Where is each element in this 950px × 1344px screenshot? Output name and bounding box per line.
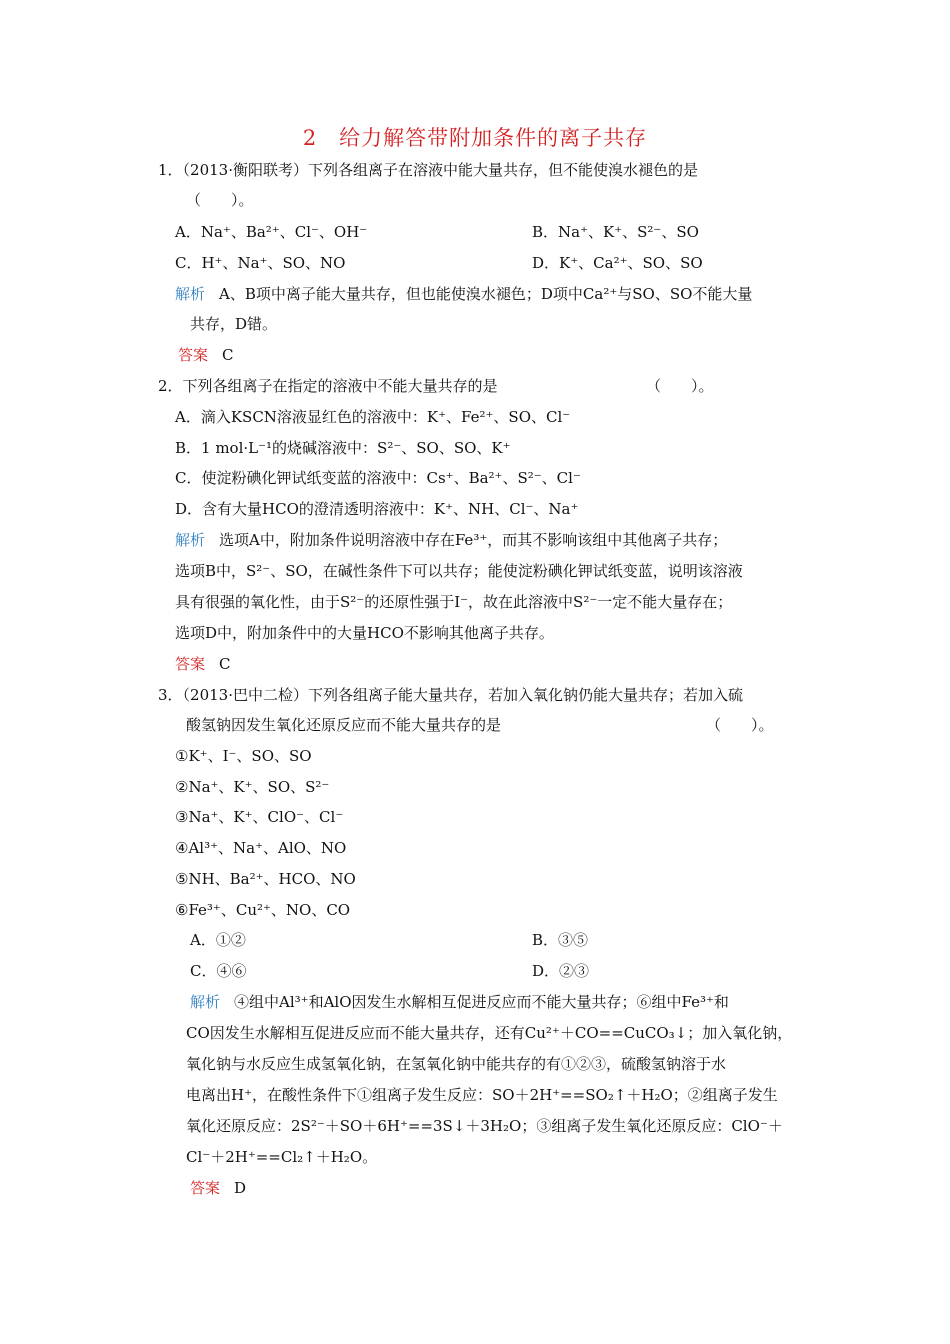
- page-title: 2 给力解答带附加条件的离子共存: [302, 126, 648, 150]
- q3-stem-cont: 酸氢钠因发生氧化还原反应而不能大量共存的是: [186, 716, 502, 734]
- q2-analysis-line3: 具有很强的氧化性，由于S²⁻的还原性强于I⁻，故在此溶液中S²⁻一定不能大量存在；: [175, 593, 733, 611]
- q1-option-b: B．Na⁺、K⁺、S²⁻、SO: [532, 223, 699, 241]
- q3-analysis-line2: CO因发生水解相互促进反应而不能大量共存，还有Cu²⁺＋CO==CuCO₃↓；加入氧化钠，: [186, 1024, 793, 1042]
- q3-answer: [190, 1178, 246, 1198]
- q2-analysis-text: 选项A中，附加条件说明溶液中存在Fe³⁺，而其不影响该组中其他离子共存；: [219, 531, 728, 549]
- q2-analysis: [175, 530, 727, 550]
- q3-item-4: ④Al³⁺、Na⁺、AlO、NO: [175, 839, 347, 857]
- q3-stem: 3．（2013·巴中二检）下列各组离子能大量共存，若加入氧化钠仍能大量共存；若加入硫: [158, 686, 743, 704]
- q1-option-a: A．Na⁺、Ba²⁺、Cl⁻、OH⁻: [175, 223, 368, 241]
- q1-analysis-label: 解析: [175, 285, 206, 303]
- q2-answer-label: 答案: [175, 655, 206, 673]
- q3-analysis-line6: Cl⁻＋2H⁺==Cl₂↑＋H₂O。: [186, 1148, 378, 1166]
- q2-analysis-line2: 选项B中，S²⁻、SO，在碱性条件下可以共存；能使淀粉碘化钾试纸变蓝，说明该溶液: [175, 562, 743, 580]
- q2-option-d: D．含有大量HCO的澄清透明溶液中：K⁺、NH、Cl⁻、Na⁺: [175, 500, 579, 518]
- q1-analysis: [175, 284, 752, 304]
- q1-analysis-text: A、B项中离子能大量共存，但也能使溴水褪色；D项中Ca²⁺与SO、SO不能大量: [219, 285, 753, 303]
- q3-option-b: B．③⑤: [532, 931, 589, 949]
- q3-item-2: ②Na⁺、K⁺、SO、S²⁻: [175, 778, 330, 796]
- q2-analysis-label: 解析: [175, 531, 206, 549]
- q3-item-1: ①K⁺、I⁻、SO、SO: [175, 747, 312, 765]
- q3-option-c: C．④⑥: [190, 962, 247, 980]
- q3-item-3: ③Na⁺、K⁺、ClO⁻、Cl⁻: [175, 808, 344, 826]
- q3-analysis: [190, 992, 729, 1012]
- q3-analysis-line3: 氧化钠与水反应生成氢氧化钠，在氢氧化钠中能共存的有①②③，硫酸氢钠溶于水: [186, 1055, 727, 1073]
- q2-answer-value: C: [219, 655, 231, 673]
- q3-item-5: ⑤NH、Ba²⁺、HCO、NO: [175, 870, 356, 888]
- q1-answer: [178, 345, 234, 365]
- q3-option-d: D．②③: [532, 962, 590, 980]
- q3-analysis-line5: 氧化还原反应：2S²⁻＋SO＋6H⁺==3S↓＋3H₂O；③组离子发生氧化还原反应：ClO⁻＋: [186, 1117, 783, 1135]
- q3-analysis-text: ④组中Al³⁺和AlO因发生水解相互促进反应而不能大量共存；⑥组中Fe³⁺和: [234, 993, 729, 1011]
- q3-analysis-label: 解析: [190, 993, 221, 1011]
- q3-item-6: ⑥Fe³⁺、Cu²⁺、NO、CO: [175, 901, 351, 919]
- q3-answer-label: 答案: [190, 1179, 221, 1197]
- q1-answer-value: C: [222, 346, 234, 364]
- q2-paren: （ ）。: [646, 377, 714, 395]
- q1-analysis-cont: 共存，D错。: [190, 315, 278, 333]
- q2-option-b: B．1 mol·L⁻¹的烧碱溶液中：S²⁻、SO、SO、K⁺: [175, 439, 511, 457]
- q2-option-a: A．滴入KSCN溶液显红色的溶液中：K⁺、Fe²⁺、SO、Cl⁻: [175, 408, 571, 426]
- q1-stem: 1．（2013·衡阳联考）下列各组离子在溶液中能大量共存，但不能使溴水褪色的是: [158, 161, 698, 179]
- q3-paren: （ ）。: [706, 716, 774, 734]
- q3-answer-value: D: [234, 1179, 247, 1197]
- q1-option-d: D．K⁺、Ca²⁺、SO、SO: [532, 254, 703, 272]
- q2-stem: 2．下列各组离子在指定的溶液中不能大量共存的是: [158, 377, 498, 395]
- q3-option-a: A．①②: [190, 931, 246, 949]
- q1-answer-label: 答案: [178, 346, 209, 364]
- q2-option-c: C．使淀粉碘化钾试纸变蓝的溶液中：Cs⁺、Ba²⁺、S²⁻、Cl⁻: [175, 469, 581, 487]
- q1-option-c: C．H⁺、Na⁺、SO、NO: [175, 254, 346, 272]
- q3-analysis-line4: 电离出H⁺，在酸性条件下①组离子发生反应：SO＋2H⁺==SO₂↑＋H₂O；②组离子发生: [186, 1086, 778, 1104]
- q2-answer: [175, 654, 231, 674]
- q1-paren: （ ）。: [186, 191, 254, 209]
- q2-analysis-line4: 选项D中，附加条件中的大量HCO不影响其他离子共存。: [175, 624, 554, 642]
